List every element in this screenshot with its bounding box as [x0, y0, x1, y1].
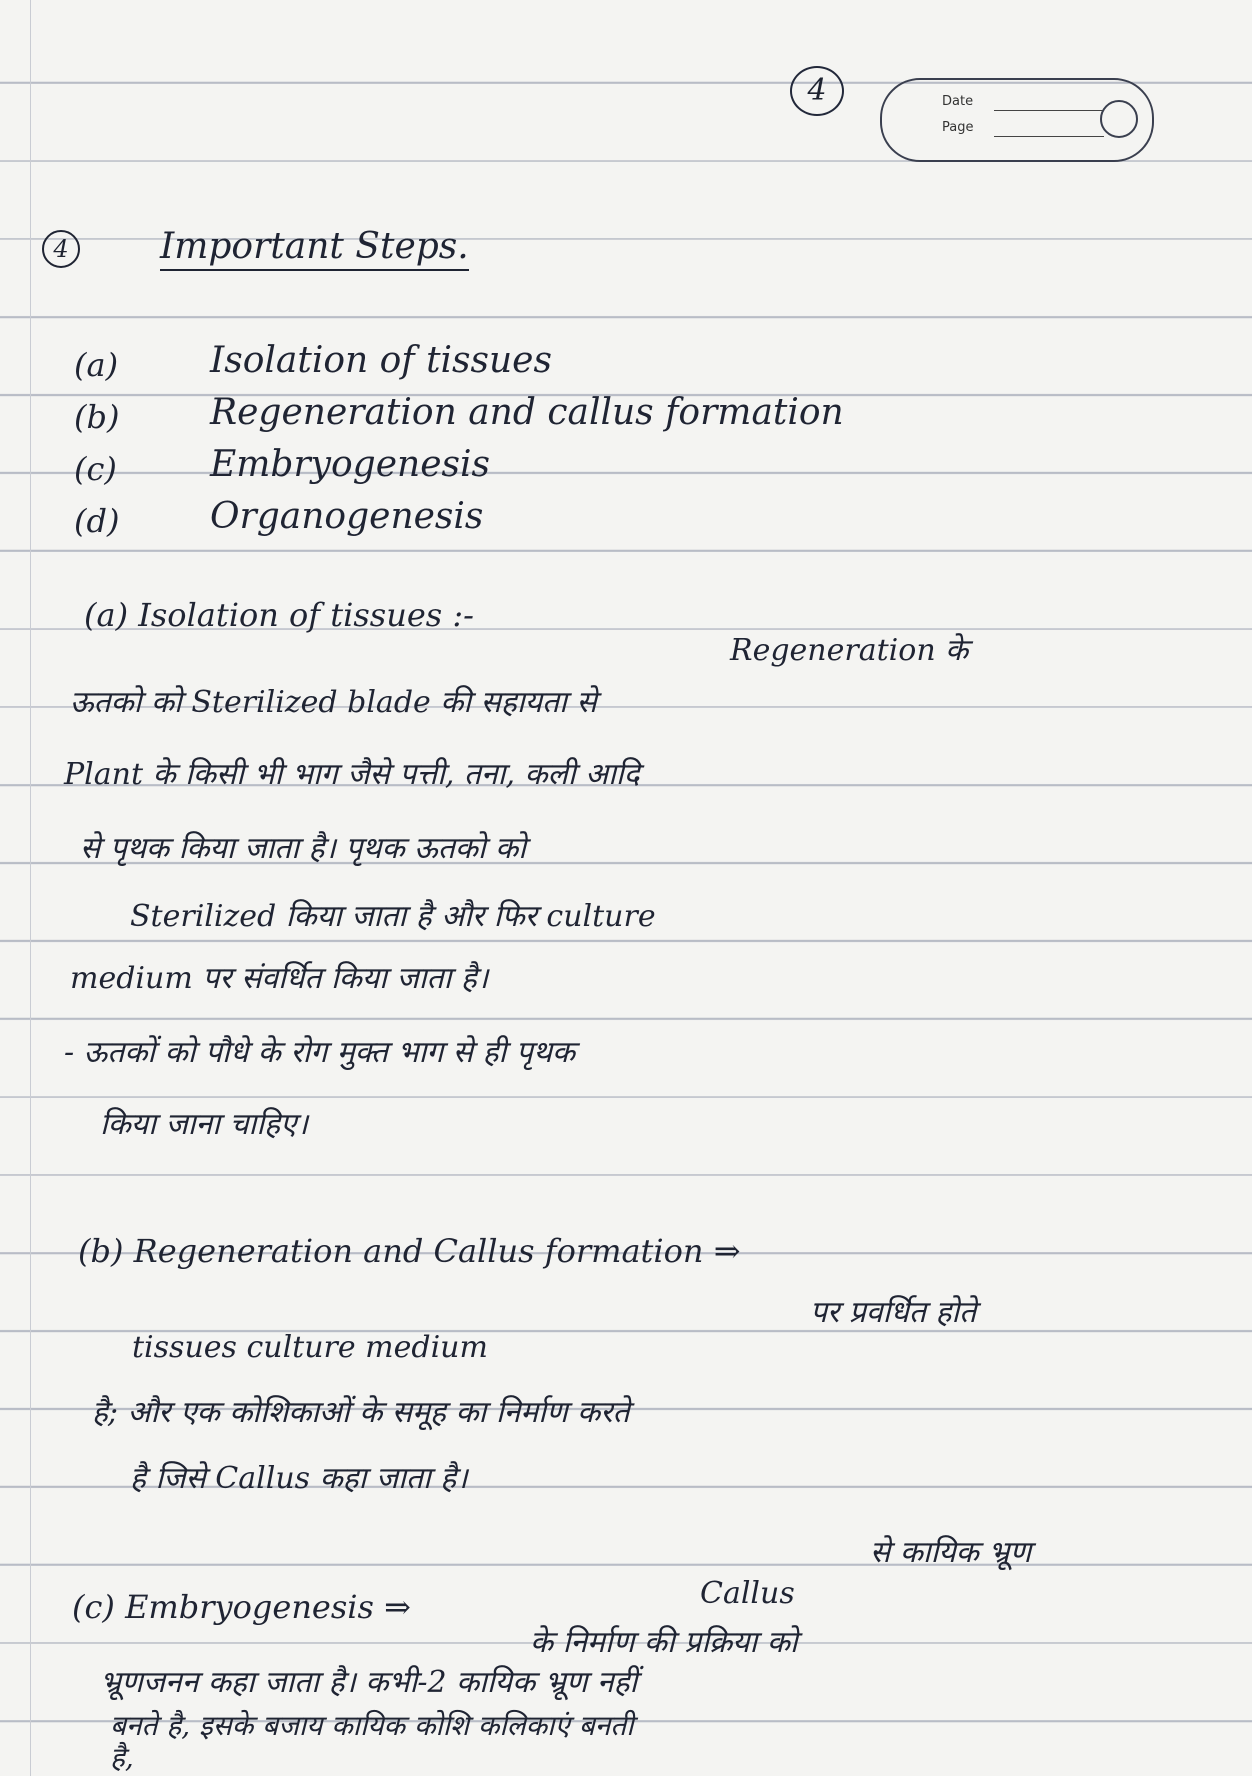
text-line: Sterilized किया जाता है और फिर culture [130, 899, 656, 934]
step-text: Regeneration and callus formation [210, 392, 844, 433]
text-line: है जिसे Callus कहा जाता है। [130, 1461, 468, 1496]
part-b-heading: (b) Regeneration and Callus formation ⇒ [78, 1232, 741, 1270]
text-line: - ऊतकों को पौधे के रोग मुक्त भाग से ही पृथक [64, 1035, 576, 1070]
text-line: Plant के किसी भी भाग जैसे पत्ती, तना, कली आदि [64, 757, 640, 792]
step-text: Isolation of tissues [210, 340, 552, 381]
text-line: के निर्माण की प्रक्रिया को [530, 1625, 798, 1660]
part-a-heading: (a) Isolation of tissues :- [84, 596, 474, 634]
text-line: से पृथक किया जाता है। पृथक ऊतको को [80, 831, 526, 866]
date-label: Date [942, 94, 974, 109]
step-text: Organogenesis [210, 496, 484, 537]
text-line: tissues culture medium [132, 1330, 488, 1365]
page-label: Page [942, 120, 974, 135]
date-page-stamp [880, 78, 1154, 162]
step-marker: (c) [74, 450, 117, 488]
text-line: बनते है, इसके बजाय कायिक कोशि कलिकाएं बनती [110, 1709, 634, 1742]
date-line [994, 110, 1104, 111]
text-line: medium पर संवर्धित किया जाता है। [70, 961, 489, 996]
scroll-curl-icon [1100, 100, 1138, 138]
text-line: है; और एक कोशिकाओं के समूह का निर्माण करते [92, 1395, 630, 1430]
step-text: Embryogenesis [210, 444, 490, 485]
step-marker: (a) [74, 346, 119, 384]
text-line: ऊतको को Sterilized blade की सहायता से [70, 685, 597, 720]
text-line: पर प्रवर्धित होते [810, 1295, 977, 1330]
page-margin [30, 0, 31, 1776]
page-number: 4 [790, 66, 844, 116]
page-line [994, 136, 1104, 137]
part-c-heading: (c) Embryogenesis ⇒ [72, 1588, 411, 1626]
text-line: Regeneration के [730, 633, 969, 668]
text-line: Callus [700, 1576, 795, 1611]
section-title: Important Steps. [160, 226, 469, 271]
section-number: 4 [42, 230, 80, 268]
text-line: से कायिक भ्रूण [870, 1535, 1032, 1570]
step-marker: (b) [74, 398, 120, 436]
text-line: भ्रूणजनन कहा जाता है। कभी-2 कायिक भ्रूण नहीं [100, 1665, 638, 1700]
text-line: किया जाना चाहिए। [100, 1107, 308, 1142]
step-marker: (d) [74, 502, 120, 540]
text-line: है, [110, 1741, 134, 1774]
